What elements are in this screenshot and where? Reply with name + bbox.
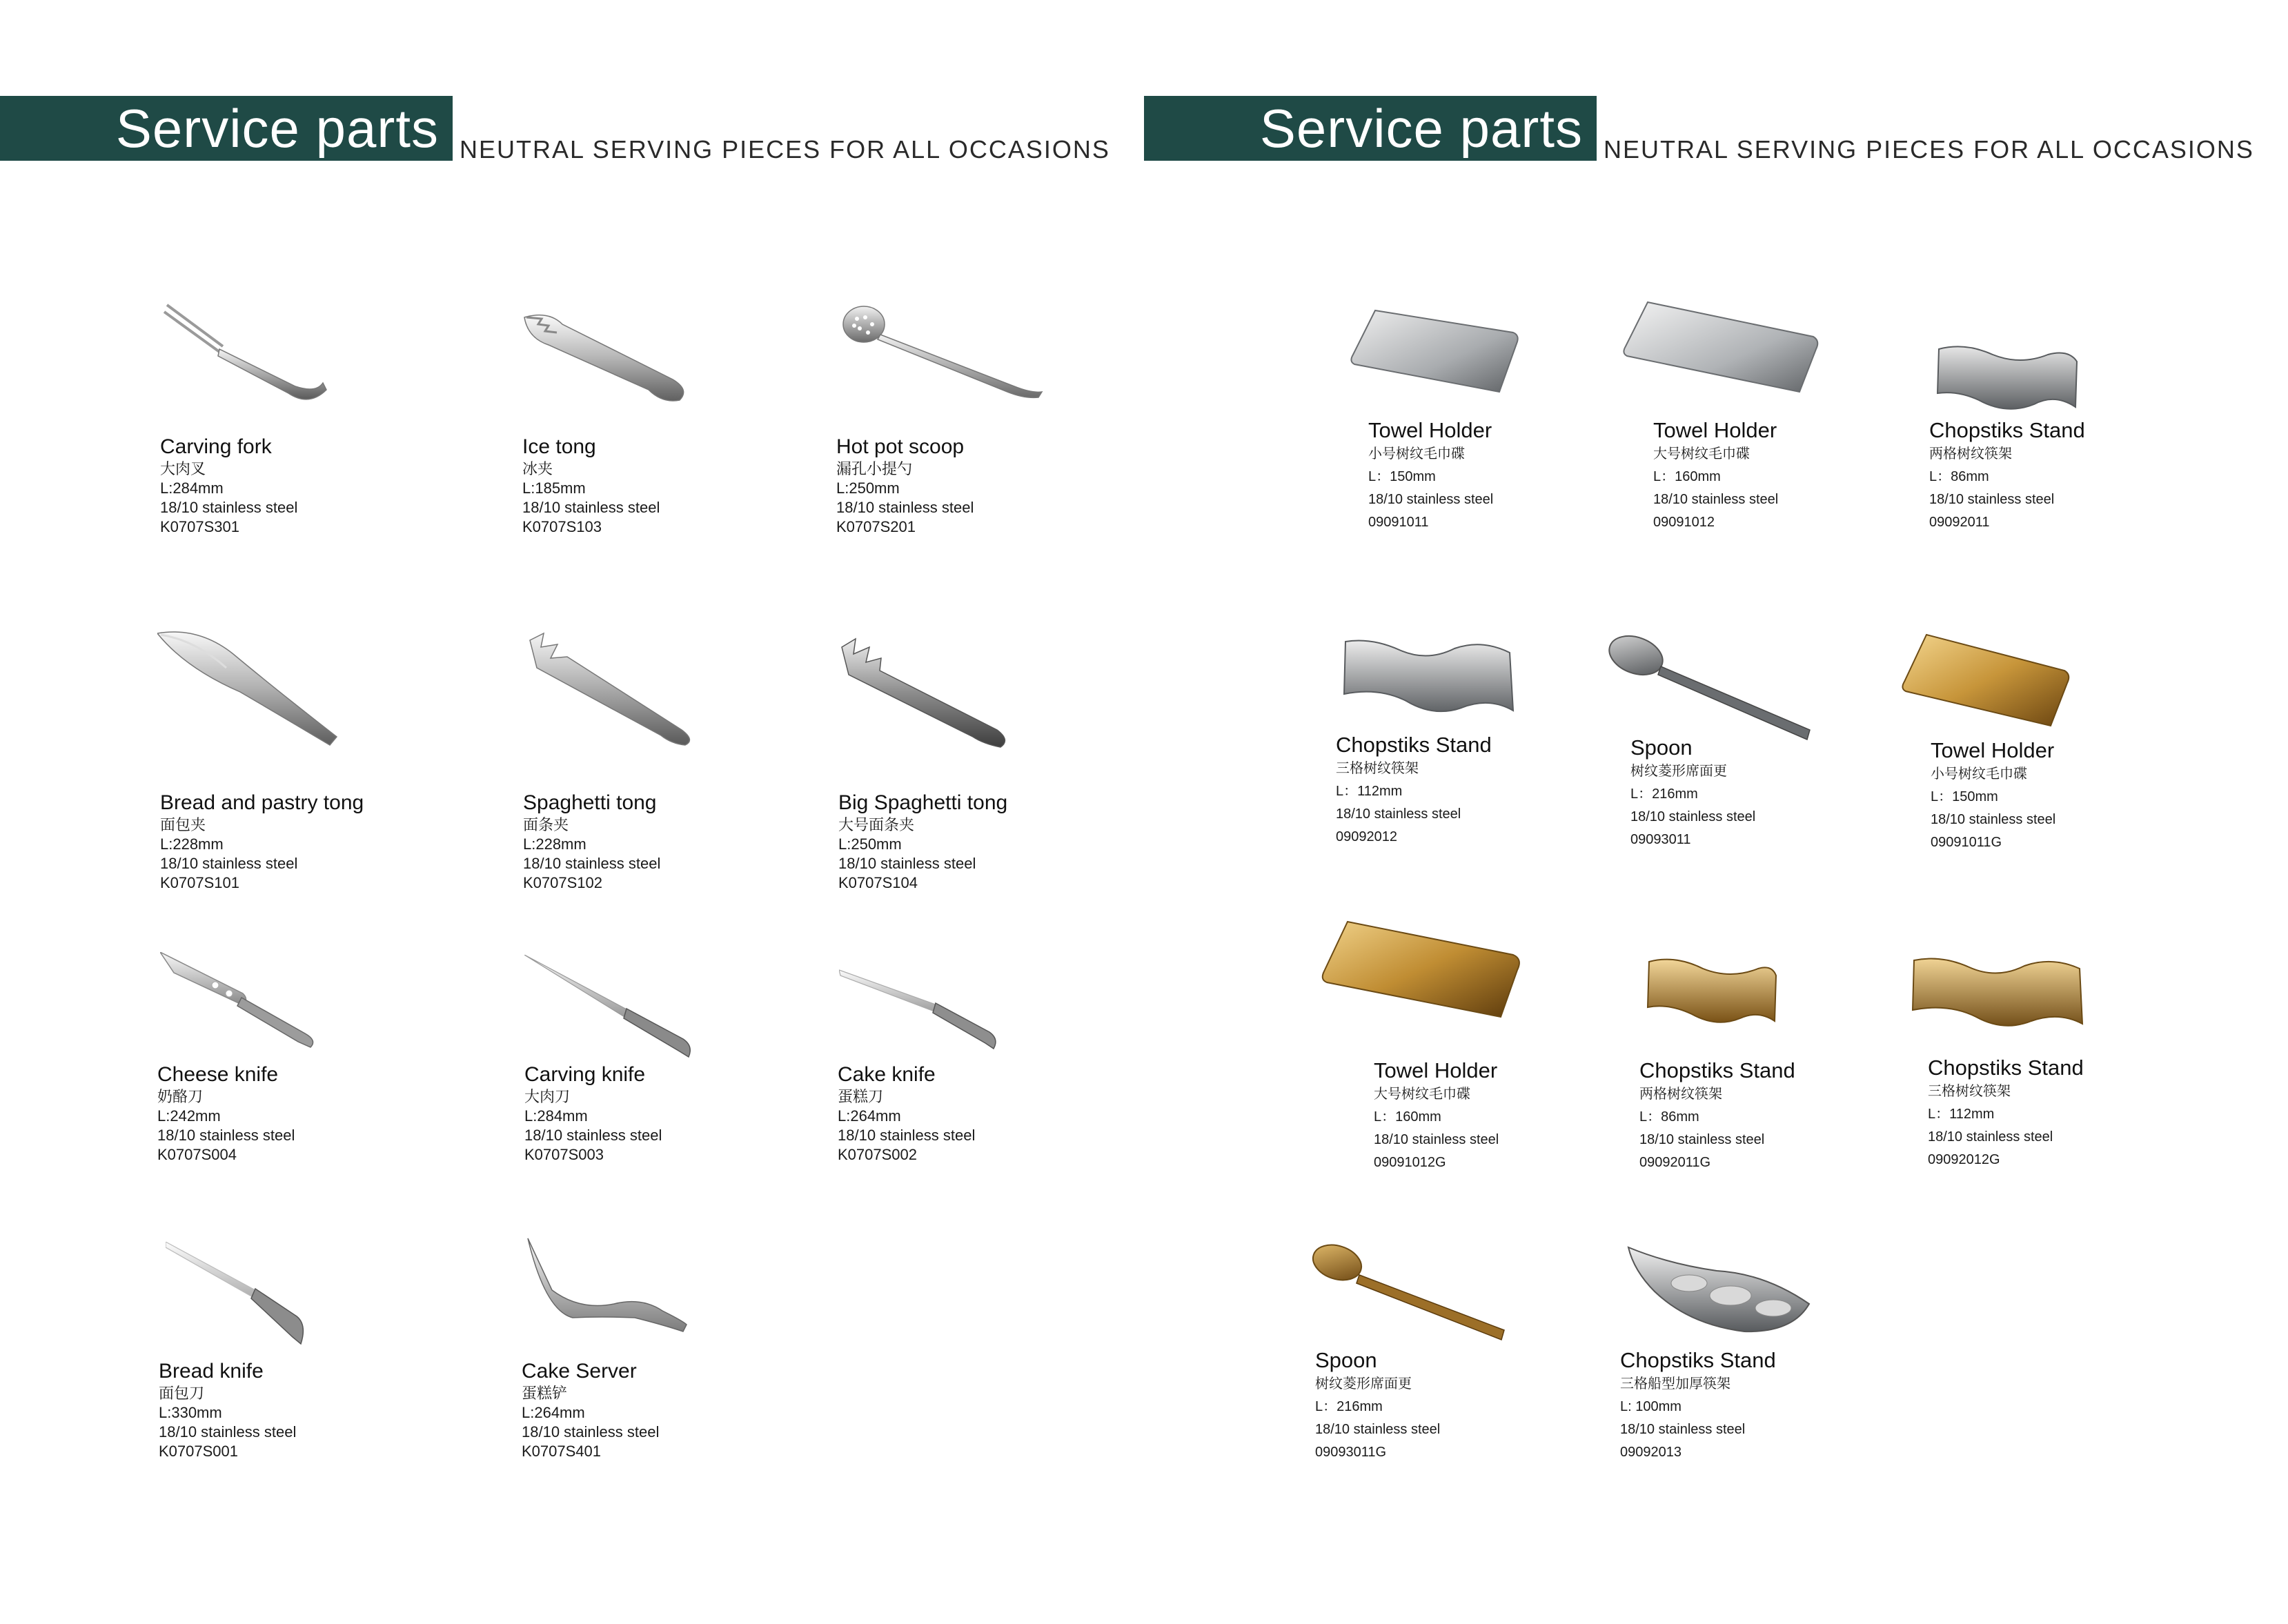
product-code: 09093011G (1315, 1445, 1387, 1460)
product-name: Towel Holder (1368, 418, 1492, 442)
product-code: K0707S103 (522, 518, 602, 535)
product-card[interactable] (1320, 913, 1610, 1170)
product-card[interactable] (1336, 635, 1627, 844)
product-code: K0707S002 (838, 1146, 917, 1163)
product-chinese-name: 两格树纹筷架 (1639, 1087, 1722, 1102)
product-chinese-name: 奶酪刀 (157, 1088, 204, 1105)
product-name: Chopstiks Stand (1929, 418, 2085, 442)
product-length: L:228mm (523, 835, 586, 853)
product-card[interactable] (1603, 626, 1893, 847)
product-card[interactable] (835, 297, 1125, 535)
product-code: K0707S004 (157, 1146, 237, 1163)
section-title: Service parts (1144, 96, 1597, 161)
product-card[interactable] (1310, 1243, 1599, 1460)
product-name: Spoon (1315, 1348, 1377, 1372)
product-card[interactable] (524, 955, 814, 1163)
product-length: L:250mm (836, 479, 900, 497)
product-length: L:242mm (157, 1107, 221, 1125)
product-name: Bread knife (159, 1360, 264, 1383)
product-material: 18/10 stainless steel (1336, 806, 1461, 822)
product-material: 18/10 stainless steel (160, 499, 298, 516)
product-length: L: 100mm (1620, 1399, 1682, 1414)
product-card[interactable] (523, 626, 813, 891)
product-name: Hot pot scoop (836, 435, 965, 458)
product-name: Cake Server (522, 1360, 637, 1383)
product-chinese-name: 树纹菱形席面更 (1630, 764, 1727, 779)
product-length: L:264mm (522, 1404, 585, 1421)
product-code: 09092011G (1639, 1155, 1711, 1170)
product-chinese-name: 漏孔小提勺 (836, 460, 913, 477)
product-material: 18/10 stainless steel (1653, 492, 1779, 507)
cake-server-icon (524, 1235, 773, 1373)
bread-tong-icon (157, 626, 406, 764)
product-name: Towel Holder (1653, 418, 1777, 442)
product-name: Chopstiks Stand (1639, 1058, 1795, 1082)
product-name: Cheese knife (157, 1063, 279, 1086)
product-chinese-name: 大肉刀 (524, 1088, 571, 1105)
product-material: 18/10 stainless steel (836, 499, 974, 516)
product-material: 18/10 stainless steel (157, 1127, 295, 1144)
product-material: 18/10 stainless steel (1620, 1422, 1746, 1437)
product-card[interactable] (1620, 1243, 1917, 1460)
product-material: 18/10 stainless steel (160, 855, 298, 872)
product-chinese-name: 小号树纹毛巾碟 (1931, 766, 2027, 782)
towel-tray-gold-icon (1320, 913, 1568, 1051)
product-card[interactable] (157, 297, 447, 535)
product-material: 18/10 stainless steel (1368, 492, 1494, 507)
product-name: Big Spaghetti tong (838, 791, 1008, 814)
product-material: 18/10 stainless steel (1630, 809, 1756, 824)
product-length: L：216mm (1315, 1399, 1383, 1414)
product-material: 18/10 stainless steel (1315, 1422, 1441, 1437)
product-code: 09092012 (1336, 829, 1397, 844)
product-material: 18/10 stainless steel (1929, 492, 2055, 507)
product-card[interactable] (1907, 952, 2197, 1167)
product-card[interactable] (159, 1242, 455, 1460)
product-code: K0707S101 (160, 874, 239, 891)
product-chinese-name: 冰夹 (522, 460, 553, 477)
product-chinese-name: 蛋糕刀 (838, 1088, 884, 1105)
product-card[interactable] (157, 952, 450, 1163)
product-material: 18/10 stainless steel (1928, 1129, 2053, 1145)
product-code: K0707S003 (524, 1146, 604, 1163)
product-length: L:284mm (160, 479, 224, 497)
product-length: L：150mm (1931, 789, 1998, 804)
product-length: L：112mm (1336, 784, 1403, 799)
product-code: 09091012 (1653, 515, 1715, 530)
product-chinese-name: 大号树纹毛巾碟 (1653, 446, 1750, 462)
product-name: Carving knife (524, 1063, 646, 1086)
product-material: 18/10 stainless steel (522, 499, 660, 516)
slotted-scoop-icon (835, 297, 1083, 435)
product-code: K0707S201 (836, 518, 916, 535)
section-title: Service parts (0, 96, 453, 161)
product-chinese-name: 面条夹 (523, 816, 569, 833)
product-chinese-name: 大号树纹毛巾碟 (1374, 1087, 1470, 1102)
product-length: L：86mm (1929, 469, 1989, 484)
product-code: 09091011 (1368, 515, 1429, 530)
big-spaghetti-tong-icon (838, 626, 1087, 764)
product-chinese-name: 三格树纹筷架 (1928, 1084, 2011, 1099)
product-code: 09091012G (1374, 1155, 1446, 1170)
product-name: Bread and pastry tong (160, 791, 364, 814)
product-name: Spoon (1630, 735, 1693, 760)
product-material: 18/10 stainless steel (838, 855, 976, 872)
product-code: K0707S001 (159, 1443, 238, 1460)
product-code: K0707S301 (160, 518, 239, 535)
product-code: 09092013 (1620, 1445, 1682, 1460)
ice-tong-icon (521, 297, 769, 435)
product-card[interactable] (838, 963, 1129, 1163)
product-length: L:264mm (838, 1107, 901, 1125)
product-length: L：160mm (1374, 1109, 1441, 1125)
product-card[interactable] (1620, 295, 1910, 530)
product-material: 18/10 stainless steel (159, 1423, 297, 1440)
section-subtitle: NEUTRAL SERVING PIECES FOR ALL OCCASIONS (460, 135, 1110, 164)
product-chinese-name: 小号树纹毛巾碟 (1368, 446, 1465, 462)
product-length: L：160mm (1653, 469, 1721, 484)
product-name: Carving fork (160, 435, 272, 458)
product-code: K0707S102 (523, 874, 602, 891)
product-chinese-name: 面包夹 (160, 816, 206, 833)
product-code: 09091011G (1931, 835, 2002, 850)
product-name: Spaghetti tong (523, 791, 657, 814)
product-length: L:250mm (838, 835, 902, 853)
towel-tray-silver-icon (1620, 295, 1868, 433)
spaghetti-tong-icon (523, 626, 771, 764)
carving-fork-icon (157, 297, 406, 435)
product-material: 18/10 stainless steel (1639, 1132, 1765, 1147)
product-chinese-name: 大号面条夹 (838, 816, 915, 833)
product-name: Towel Holder (1374, 1058, 1498, 1082)
right-page (1144, 0, 2288, 1624)
product-card[interactable] (838, 626, 1128, 891)
product-card[interactable] (1348, 302, 1637, 530)
section-subtitle: NEUTRAL SERVING PIECES FOR ALL OCCASIONS (1604, 135, 2254, 164)
product-length: L:185mm (522, 479, 586, 497)
product-length: L:284mm (524, 1107, 588, 1125)
product-code: 09093011 (1630, 832, 1691, 847)
product-length: L：86mm (1639, 1109, 1699, 1125)
product-material: 18/10 stainless steel (522, 1423, 660, 1440)
product-code: K0707S104 (838, 874, 918, 891)
product-chinese-name: 三格树纹筷架 (1336, 761, 1419, 776)
product-chinese-name: 树纹菱形席面更 (1315, 1376, 1412, 1392)
product-name: Cake knife (838, 1063, 936, 1086)
product-card[interactable] (1929, 338, 2220, 530)
product-chinese-name: 三格船型加厚筷架 (1620, 1376, 1730, 1392)
product-card[interactable] (157, 626, 447, 891)
product-material: 18/10 stainless steel (523, 855, 661, 872)
product-name: Chopstiks Stand (1928, 1056, 2084, 1080)
product-code: K0707S401 (522, 1443, 601, 1460)
product-name: Chopstiks Stand (1620, 1348, 1776, 1372)
product-name: Chopstiks Stand (1336, 733, 1492, 757)
product-code: 09092011 (1929, 515, 1990, 530)
product-chinese-name: 两格树纹筷架 (1929, 446, 2012, 462)
product-material: 18/10 stainless steel (1374, 1132, 1499, 1147)
product-card[interactable] (521, 297, 811, 535)
product-length: L:330mm (159, 1404, 222, 1421)
product-length: L：112mm (1928, 1107, 1995, 1122)
product-card[interactable] (1639, 952, 1931, 1170)
product-chinese-name: 大肉叉 (160, 460, 206, 477)
product-card[interactable] (1899, 629, 2189, 850)
product-length: L：216mm (1630, 786, 1698, 802)
product-code: 09092012G (1928, 1152, 2000, 1167)
product-card[interactable] (522, 1235, 814, 1460)
product-length: L:228mm (160, 835, 224, 853)
product-chinese-name: 蛋糕铲 (522, 1385, 568, 1402)
product-material: 18/10 stainless steel (1931, 812, 2056, 827)
product-material: 18/10 stainless steel (524, 1127, 662, 1144)
product-name: Towel Holder (1931, 738, 2055, 762)
product-chinese-name: 面包刀 (159, 1385, 205, 1402)
product-length: L：150mm (1368, 469, 1436, 484)
product-name: Ice tong (522, 435, 596, 458)
product-material: 18/10 stainless steel (838, 1127, 976, 1144)
